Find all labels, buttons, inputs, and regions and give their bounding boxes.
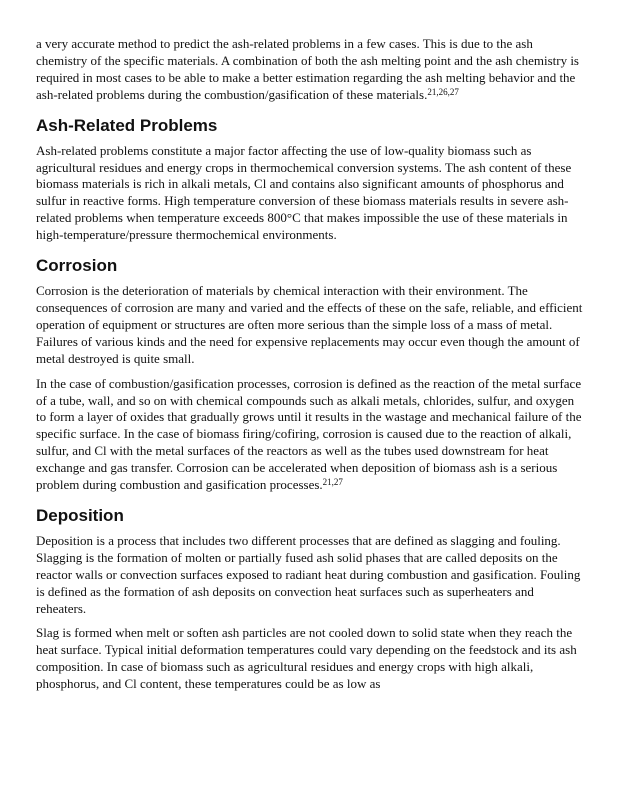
section-heading-corrosion: Corrosion bbox=[36, 256, 118, 276]
intro-text: a very accurate method to predict the ash-related problems in a few cases. This is due to the ash chemistry of the specific materials. A combination of both the ash melting point and the ash chemistry is required in most cases to be able to make a better estimation regarding the ash melting behavior and the ash-related problems during the combustion/gasification of these materials. bbox=[36, 36, 579, 102]
intro-paragraph bbox=[36, 36, 584, 104]
ash-problems-paragraph: Ash-related problems constitute a major factor affecting the use of low-quality biomass such as agricultural residues and energy crops in thermochemical conversion systems. The ash content of these biomass materials is rich in alkali metals, Cl and contains also significant amounts of phosphorus and sulfur in reactive forms. High temperature conversion of these biomass materials results in severe ash-related problems when temperature exceeds 800°C that makes impossible the use of these materials in high-temperature/pressure thermochemical environments. bbox=[36, 142, 572, 243]
corrosion-paragraph-2 bbox=[36, 376, 584, 494]
citation-ref: 21,26,27 bbox=[427, 86, 459, 97]
deposition-paragraph-1: Deposition is a process that includes two different processes that are defined as slagging and fouling. Slagging is the formation of molten or partially fused ash solid phases that are called deposits on the reactor walls or convection surfaces exposed to radiant heat during combustion and gasification. Fouling is defined as the formation of ash deposits on convection heat surfaces such as superheaters and reheaters. bbox=[36, 532, 581, 616]
corrosion-paragraph-2-text: In the case of combustion/gasification processes, corrosion is defined as the reaction of the metal surface of a tube, wall, and so on with chemical compounds such as alkali metals, chlorides, sulfur, and oxygen to form a layer of oxides that gradually grows until it results in the wastage and mechanical failure of the specific surface. In the case of biomass firing/cofiring, corrosion is caused due to the reaction of alkali, sulfur, and Cl with the metal surfaces of the reactors as well as the tubes used downstream for heat exchange and gas transfer. Corrosion can be accelerated when deposition of biomass ash is a serious problem during combustion and gasification processes. bbox=[36, 375, 582, 493]
document-page bbox=[36, 36, 584, 701]
corrosion-paragraph-1: Corrosion is the deterioration of materials by chemical interaction with their environment. The consequences of corrosion are many and varied and the effects of these on the safe, reliable, and efficient operation of equipment or structures are often more serious than the simple loss of a mass of metal. Failures of various kinds and the need for expensive replacements may occur even though the amount of metal destroyed is quite small. bbox=[36, 283, 583, 366]
section-heading-ash-related-problems: Ash-Related Problems bbox=[36, 115, 218, 135]
section-heading-deposition: Deposition bbox=[36, 505, 124, 525]
deposition-paragraph-2: Slag is formed when melt or soften ash particles are not cooled down to solid state when they reach the heat surface. Typical initial deformation temperatures could vary depending on the feedstock and its ash composition. In case of biomass such as agricultural residues and energy crops with high alkali, phosphorus, and Cl content, these temperatures could be as low as bbox=[36, 625, 577, 692]
citation-ref: 21,27 bbox=[322, 477, 343, 488]
